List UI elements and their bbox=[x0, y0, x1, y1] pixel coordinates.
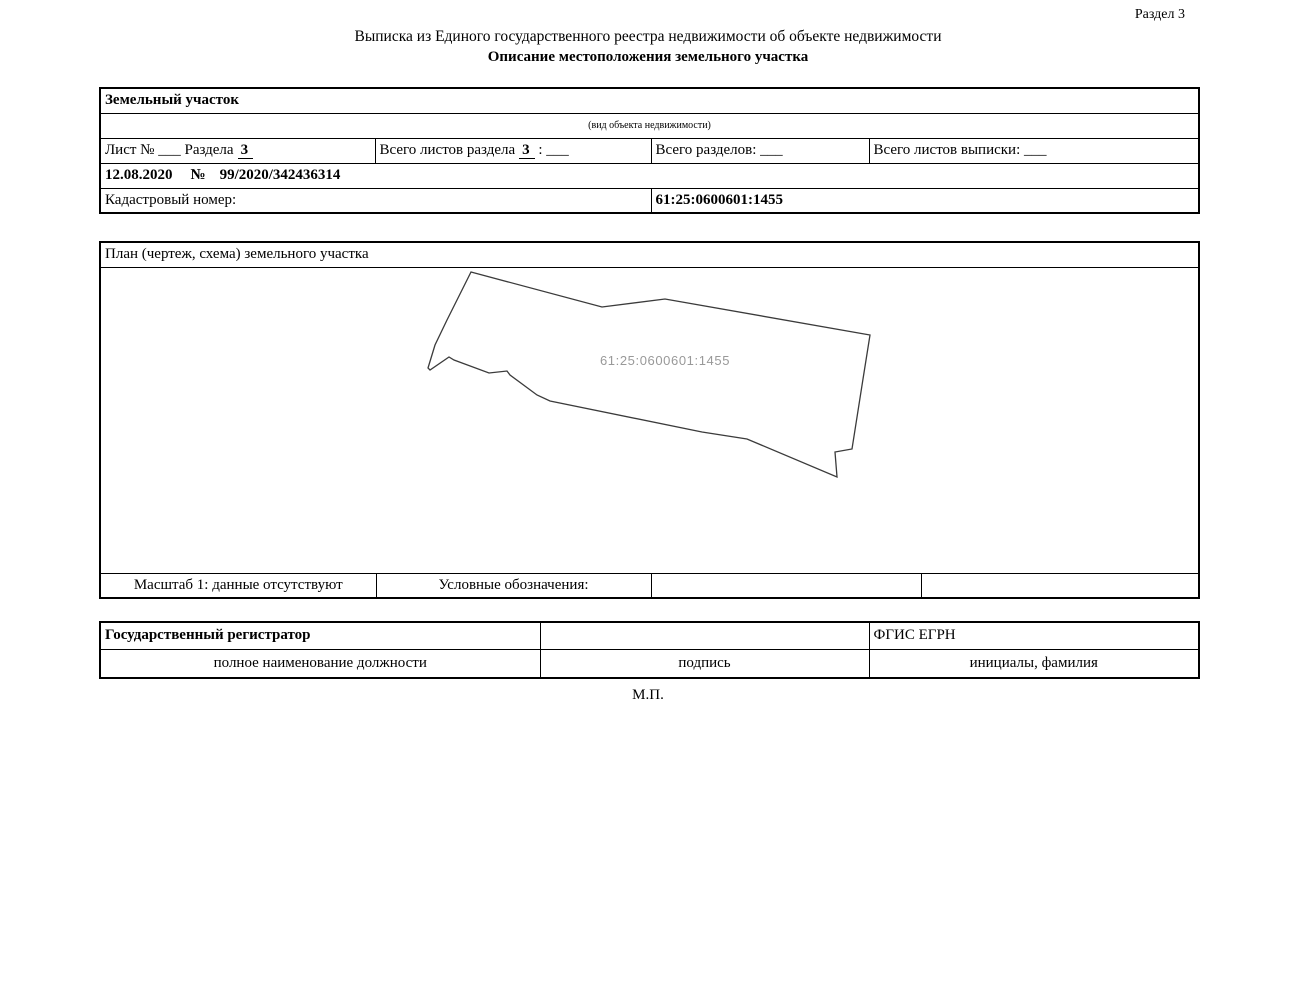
document-subtitle: Описание местоположения земельного участка bbox=[487, 49, 809, 65]
signature-caption-cell: подпись bbox=[540, 649, 869, 678]
object-type-caption: (вид объекта недвижимости) bbox=[100, 113, 1199, 138]
sheet-number-prefix: Лист № ___ Раздела bbox=[105, 142, 234, 158]
document-title: Выписка из Единого государственного реестра недвижимости об объекте недвижимости bbox=[354, 28, 942, 45]
plan-legend-label-cell: Условные обозначения: bbox=[376, 573, 651, 598]
cadastral-number-label: Кадастровый номер: bbox=[100, 188, 651, 213]
parcel-cadastral-label: 61:25:0600601:1455 bbox=[599, 352, 731, 368]
plan-scale-cell: Масштаб 1: данные отсутствуют bbox=[100, 573, 376, 598]
plan-legend-empty-cell-1 bbox=[651, 573, 921, 598]
registrar-table bbox=[99, 621, 1200, 679]
cadastral-number-value: 61:25:0600601:1455 bbox=[651, 188, 1199, 213]
sheets-in-section-cell bbox=[375, 138, 651, 163]
sheet-section-number: 3 bbox=[238, 142, 254, 159]
registrar-label-cell: Государственный регистратор bbox=[100, 622, 540, 649]
signature-empty-cell bbox=[540, 622, 869, 649]
extract-date-number-cell bbox=[100, 163, 1199, 188]
total-sections-cell: Всего разделов: ___ bbox=[651, 138, 869, 163]
plan-table-header: План (чертеж, схема) земельного участка bbox=[100, 242, 1199, 267]
parcel-plan-table bbox=[99, 241, 1200, 599]
sheets-in-section-number: 3 bbox=[519, 142, 535, 159]
plan-legend-empty-cell-2 bbox=[921, 573, 1199, 598]
system-label-cell: ФГИС ЕГРН bbox=[869, 622, 1199, 649]
initials-caption-cell: инициалы, фамилия bbox=[869, 649, 1199, 678]
stamp-place-label: М.П. bbox=[632, 687, 664, 703]
parcel-outline bbox=[428, 272, 870, 477]
parcel-plan-drawing bbox=[101, 268, 1196, 573]
plan-drawing-cell bbox=[100, 267, 1199, 573]
object-info-table bbox=[99, 87, 1200, 214]
section-label: Раздел 3 bbox=[1134, 7, 1185, 22]
sheet-number-cell bbox=[100, 138, 375, 163]
extract-date: 12.08.2020 bbox=[105, 167, 173, 183]
extract-number: 99/2020/342436314 bbox=[219, 167, 341, 183]
total-extract-sheets-cell: Всего листов выписки: ___ bbox=[869, 138, 1199, 163]
sheets-in-section-suffix: : ___ bbox=[538, 142, 569, 158]
sheets-in-section-prefix: Всего листов раздела bbox=[379, 142, 516, 158]
position-caption-cell: полное наименование должности bbox=[100, 649, 540, 678]
number-sign: № bbox=[190, 167, 206, 183]
object-type: Земельный участок bbox=[100, 88, 1199, 113]
